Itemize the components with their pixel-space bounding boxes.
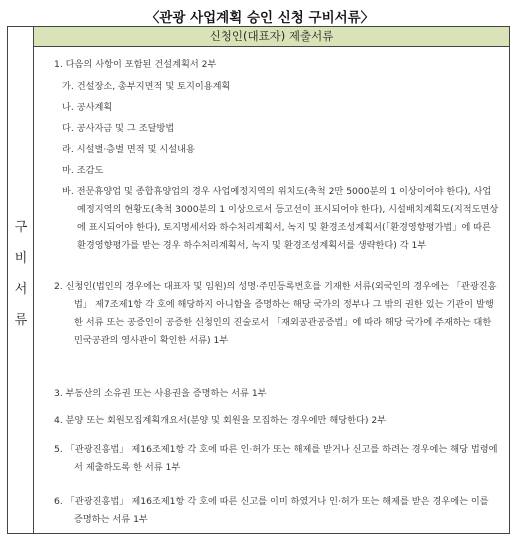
list-item-4: 4. 분양 또는 회원모집계획개요서(분양 및 회원을 모집하는 경우에만 해당한다) 2부 [54,415,387,426]
side-label-char: 서 [14,282,28,297]
list-item-2: 2. 신청인(법인의 경우에는 대표자 및 임원)의 성명·주민등록번호를 기재한 서류(외국인의 경우에는 「관광진흥법」 제7조제1항 각 호에 해당하지 아니함을 증명하는 해당 국가의 정부나 그 밖의 권한 있는 기관이 발행한 서류 또는 공증인이 공증한 신청인의 진술로서 「재외공관공증법」에 따라 해당 국가에 주재하는 대한민국공관의 영사관이 확인한 서류) 1부 [54,281,497,346]
list-item-1: 1. 다음의 사항이 포함된 건설계획서 2부 [54,59,217,70]
side-label-char: 비 [14,251,28,266]
side-label [8,212,34,336]
sub-item-ga: 가. 건설장소, 총부지면적 및 토지이용계획 [62,81,231,92]
section-header: 신청인(대표자) 제출서류 [34,27,509,47]
list-item-3: 3. 부동산의 소유권 또는 사용권을 증명하는 서류 1부 [54,388,267,399]
list-item-5: 5. 「관광진흥법」 제16조제1항 각 호에 따른 인·허가 또는 해제를 받거나 신고를 하려는 경우에는 해당 법령에서 제출하도록 한 서류 1부 [54,444,498,473]
document-table [7,26,510,534]
document-title: 〈관광 사업계획 승인 신청 구비서류〉 [145,10,375,26]
sub-item-na: 나. 공사계획 [62,102,113,113]
sub-item-ba: 바. 전문휴양업 및 종합휴양업의 경우 사업예정지역의 위치도(축척 2만 5000분의 1 이상이어야 한다), 사업예정지역의 현황도(축척 3000분의 1 이상으로서 등고선이 표시되어야 한다), 시설배치계획도(지적도면상에 표시되어야 한다), 토지명세서와 하수처리계획서, 녹지 및 환경조성계획서(「환경영향평가법」에 따른 환경영향평가를 받는 경우 하수처리계획서, 녹지 및 환경조성계획서를 생략한다) 각 1부 [62,186,499,251]
side-label-char: 류 [14,313,28,328]
document-list [34,47,509,533]
side-label-char: 구 [14,220,28,235]
sub-item-ra: 라. 시설별·층별 면적 및 시설내용 [62,144,195,155]
list-item-6: 6. 「관광진흥법」 제16조제1항 각 호에 따른 신고를 이미 하였거나 인·허가 또는 해제를 받은 경우에는 이를 증명하는 서류 1부 [54,496,489,525]
sub-item-da: 다. 공사자금 및 그 조달방법 [62,123,175,134]
sub-item-ma: 마. 조감도 [62,165,104,176]
side-label-column [8,27,34,533]
